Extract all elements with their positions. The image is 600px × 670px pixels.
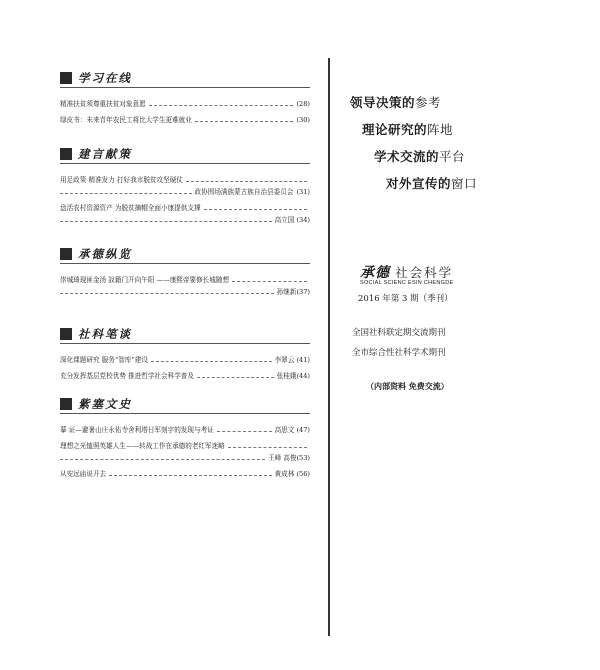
- slogan-bold: 学术交流的: [374, 149, 440, 164]
- entry-page: 王峰 高俊(53): [267, 453, 310, 462]
- entry-page: 李翠云 (41): [274, 355, 310, 364]
- slogan-line: [362, 120, 453, 138]
- toc-section: [60, 396, 310, 480]
- entry-page: (30): [296, 115, 310, 124]
- section-marker-icon: [60, 148, 72, 160]
- entry-title: 盘活农村资源资产 为脱贫摘帽全面小康提供支撑: [60, 203, 201, 212]
- toc-entry[interactable]: [60, 98, 310, 110]
- section-rule: [60, 343, 310, 344]
- slogan-light: 参考: [415, 95, 442, 110]
- slogan-light: 阵地: [427, 122, 454, 137]
- section-marker-icon: [60, 328, 72, 340]
- section-marker-icon: [60, 72, 72, 84]
- toc-section: [60, 146, 310, 226]
- toc-section: [60, 70, 310, 126]
- journal-masthead: [360, 262, 453, 282]
- toc-entry[interactable]: [60, 202, 310, 226]
- entry-page: (28): [296, 99, 310, 108]
- slogan-bold: 对外宣传的: [386, 176, 452, 191]
- entry-title: 充分发挥基层党校优势 推进哲学社会科学普及: [60, 371, 194, 380]
- journal-name: 社会科学: [395, 265, 454, 280]
- toc-section: [60, 246, 310, 298]
- slogan-light: 平台: [439, 149, 466, 164]
- entry-author: 政协围场满族蒙古族自治县委员会: [194, 187, 294, 196]
- entry-page: 张桂娥(44): [276, 371, 310, 380]
- entry-page: 高立国 (34): [274, 215, 310, 224]
- section-header: [60, 326, 310, 342]
- toc-entry[interactable]: [60, 424, 310, 436]
- section-title: 建言献策: [78, 147, 132, 161]
- toc-entry[interactable]: [60, 174, 310, 198]
- entry-title: 从安远庙说开去: [60, 469, 107, 478]
- entry-title: 精准扶贫须尊重扶贫对象意愿: [60, 99, 146, 108]
- toc-entry[interactable]: [60, 468, 310, 480]
- toc-entry[interactable]: [60, 370, 310, 382]
- entry-title: 用足政策 精准发力 打好我市脱贫攻坚硬仗: [60, 175, 183, 184]
- section-marker-icon: [60, 248, 72, 260]
- section-header: [60, 70, 310, 86]
- slogan-line: [374, 147, 465, 165]
- toc-entry[interactable]: [60, 274, 310, 298]
- entry-title: 崇城琦现匪金汤 訍籍门开向午阳 ——康熙帝要修长城随想: [60, 275, 230, 284]
- slogan-bold: 理论研究的: [362, 122, 428, 137]
- section-title: 承德纵览: [78, 247, 132, 261]
- section-rule: [60, 263, 310, 264]
- section-rule: [60, 87, 310, 88]
- section-title: 社科笔谈: [78, 327, 132, 341]
- section-rule: [60, 163, 310, 164]
- section-header: [60, 246, 310, 262]
- issue-label: 2016 年第 3 期（季刊）: [358, 294, 453, 304]
- vertical-divider: [328, 58, 330, 636]
- entry-page: 孙继新(37): [276, 287, 310, 296]
- section-title: 紫塞文史: [78, 397, 132, 411]
- info-line: 全国社科联定期交流期刊: [352, 328, 446, 338]
- toc-entry[interactable]: [60, 440, 310, 464]
- section-marker-icon: [60, 398, 72, 410]
- section-header: [60, 396, 310, 412]
- journal-logo: 承德: [360, 265, 390, 281]
- entry-title: 深化课题研究 服务“智库”建设: [60, 355, 148, 364]
- slogan-light: 窗口: [451, 176, 478, 191]
- info-line: 全市综合性社科学术期刊: [352, 348, 446, 358]
- entry-title: 摹 证—避暑山庄永佑寺舍利塔日军刻字的发现与考证: [60, 425, 214, 434]
- toc-section: [60, 326, 310, 382]
- entry-page: 高思文 (47): [274, 425, 310, 434]
- slogan-line: [350, 93, 441, 111]
- toc-entry[interactable]: [60, 114, 310, 126]
- distribution-note: （内部资料 免费交流）: [366, 382, 449, 391]
- slogan-bold: 领导决策的: [350, 95, 416, 110]
- entry-page: (31): [296, 187, 310, 196]
- section-header: [60, 146, 310, 162]
- entry-title: 理想之光恤照英雄人生——转战工作在承德的老红军迷略: [60, 441, 225, 450]
- entry-page: 黄成林 (56): [274, 469, 310, 478]
- entry-title: 绿皮书：未来青年农民工将比大学生更难就业: [60, 115, 192, 124]
- section-rule: [60, 413, 310, 414]
- slogan-line: [386, 174, 477, 192]
- section-title: 学习在线: [78, 71, 132, 85]
- journal-english-name: SOCIAL SCIENC ESIN CHENGDE: [360, 280, 454, 286]
- toc-entry[interactable]: [60, 354, 310, 366]
